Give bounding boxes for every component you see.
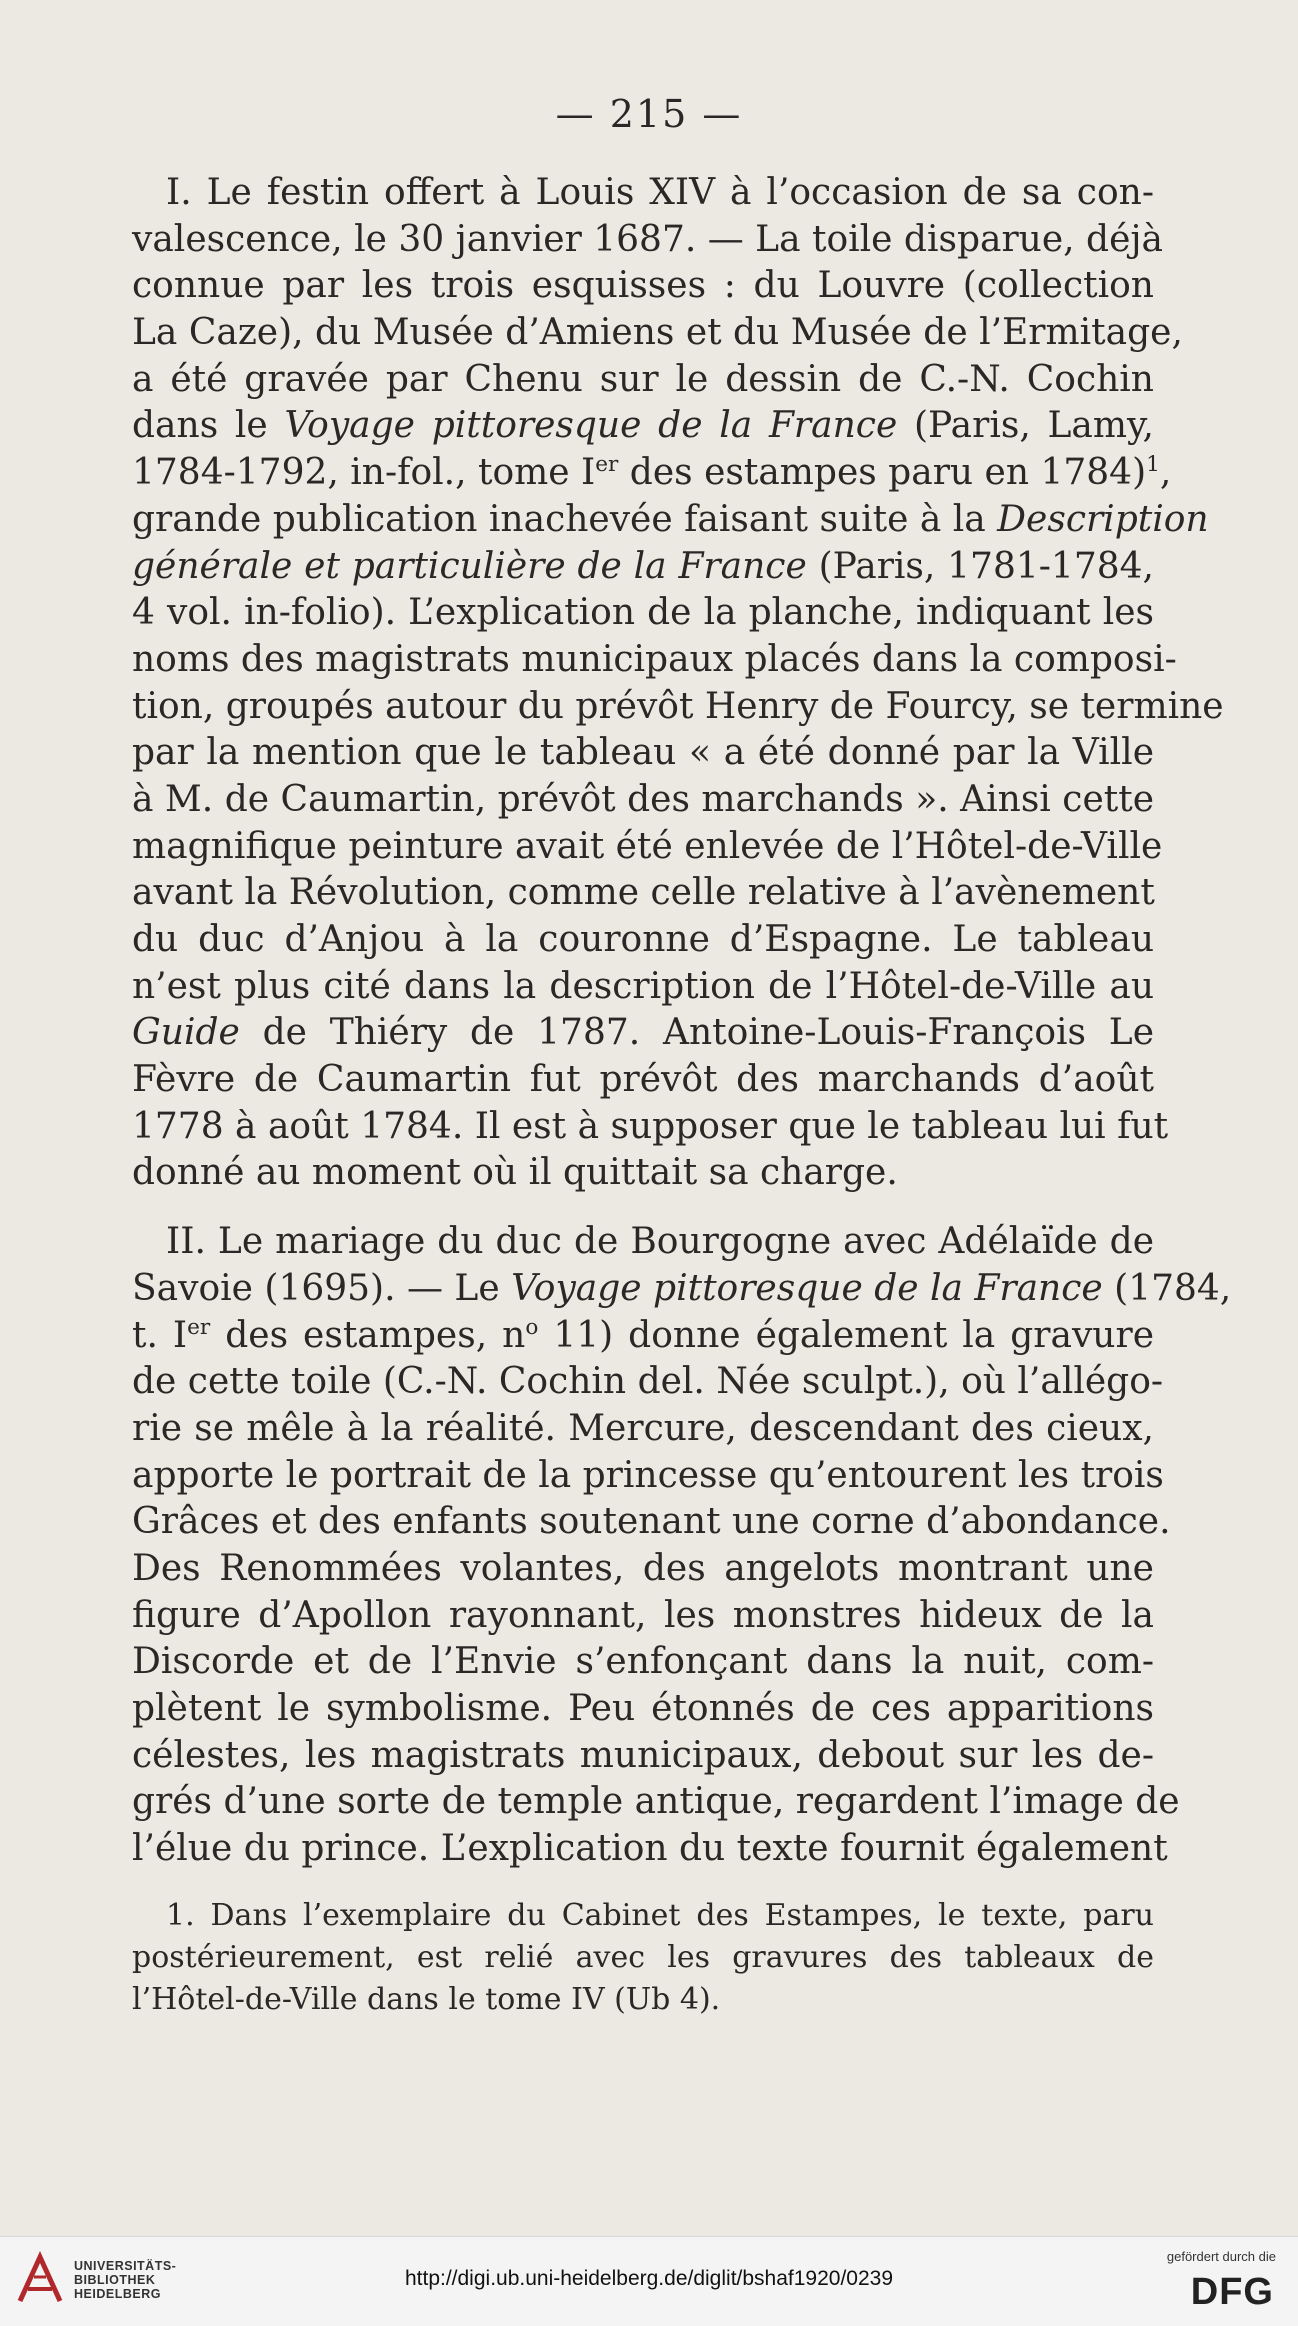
footnote-line: postérieurement, est relié avec les gravures des tableaux de	[132, 1940, 1154, 1975]
text-line: 1778 à août 1784. Il est à supposer que le tableau lui fut	[132, 1105, 1169, 1147]
book-title: Guide	[132, 1012, 240, 1054]
text-line: II. Le mariage du duc de Bourgogne avec Adélaïde de	[166, 1221, 1154, 1263]
text-line: par la mention que le tableau « a été donné par la Ville	[132, 732, 1154, 774]
text-line: apporte le portrait de la princesse qu’entourent les trois	[132, 1454, 1164, 1496]
text-line: l’élue du prince. L’explication du texte fournit également	[132, 1828, 1168, 1870]
superscript: er	[595, 452, 619, 478]
text-line: de cette toile (C.-N. Cochin del. Née sculpt.), où l’allégo-	[132, 1361, 1164, 1403]
text-line: noms des magistrats municipaux placés dans la composi-	[132, 638, 1177, 680]
footnotes	[132, 1895, 1154, 2021]
text-line: I. Le festin offert à Louis XIV à l’occasion de sa con-	[166, 172, 1154, 213]
text-run: grande publication inachevée faisant suite à la	[132, 498, 998, 540]
text-run: t. I	[132, 1314, 188, 1356]
library-name-line: HEIDELBERG	[74, 2287, 161, 2301]
text-line: Discorde et de l’Envie s’enfonçant dans la nuit, com-	[132, 1641, 1154, 1683]
text-line	[132, 1266, 1232, 1313]
text-line	[132, 1313, 1154, 1360]
body-text	[132, 170, 1232, 1873]
book-title: Voyage pittoresque de la France	[284, 405, 898, 447]
text-line: Fèvre de Caumartin fut prévôt des marchands d’août	[132, 1059, 1154, 1101]
paragraph-gap	[132, 1197, 1154, 1219]
text-line: 4 vol. in-folio). L’explication de la planche, indiquant les	[132, 592, 1154, 634]
text-line: n’est plus cité dans la description de l’Hôtel-de-Ville au	[132, 965, 1154, 1007]
text-line: Grâces et des enfants soutenant une corne d’abondance.	[132, 1501, 1171, 1543]
book-title: Description	[997, 498, 1209, 540]
text-line: rie se mêle à la réalité. Mercure, descendant des cieux,	[132, 1407, 1154, 1449]
text-line: du duc d’Anjou à la couronne d’Espagne. Le tableau	[132, 919, 1154, 960]
text-line: valescence, le 30 janvier 1687. — La toile disparue, déjà	[132, 218, 1164, 260]
text-run: dans le	[132, 405, 285, 447]
text-run: (Paris, 1781-1784,	[806, 545, 1154, 587]
text-run: Savoie (1695). — Le	[132, 1267, 512, 1309]
text-line: La Caze), du Musée d’Amiens et du Musée de l’Ermitage,	[132, 312, 1183, 354]
text-line: connue par les trois esquisses : du Louvre (collection	[132, 265, 1154, 307]
text-run: des estampes paru en 1784)	[618, 452, 1147, 494]
text-run: 11) donne également la gravure	[538, 1314, 1154, 1356]
text-run: de Thiéry de 1787. Antoine-Louis-François Le	[239, 1012, 1154, 1054]
text-line	[132, 544, 1154, 591]
text-line: tion, groupés autour du prévôt Henry de Fourcy, se termine	[132, 685, 1224, 727]
permalink-url[interactable]: http://digi.ub.uni-heidelberg.de/diglit/bshaf1920/0239	[404, 2267, 894, 2290]
viewer-footer	[0, 2236, 1298, 2326]
footnote-line: l’Hôtel-de-Ville dans le tome IV (Ub 4).	[132, 1982, 721, 2017]
text-line: plètent le symbolisme. Peu étonnés de ces apparitions	[132, 1688, 1154, 1729]
text-line: magnifique peinture avait été enlevée de l’Hôtel-de-Ville	[132, 825, 1163, 867]
text-line: avant la Révolution, comme celle relative à l’avènement	[132, 872, 1155, 914]
text-line	[132, 1010, 1154, 1057]
text-line: Des Renommées volantes, des angelots montrant une	[132, 1547, 1154, 1589]
text-line	[132, 403, 1154, 450]
superscript: er	[187, 1314, 211, 1340]
text-line: figure d’Apollon rayonnant, les monstres hideux de la	[132, 1594, 1154, 1636]
text-run: ,	[1159, 452, 1172, 494]
superscript: o	[525, 1314, 539, 1340]
page-number: — 215 —	[555, 92, 743, 136]
text-run: des estampes, n	[210, 1314, 526, 1356]
footnote-line: 1. Dans l’exemplaire du Cabinet des Estampes, le texte, paru	[166, 1898, 1154, 1933]
text-run: (1784,	[1102, 1267, 1232, 1309]
text-line: a été gravée par Chenu sur le dessin de C.-N. Cochin	[132, 358, 1154, 400]
book-title: générale et particulière de la France	[132, 545, 807, 587]
text-line: grés d’une sorte de temple antique, regardent l’image de	[132, 1781, 1180, 1823]
text-line: donné au moment où il quittait sa charge.	[132, 1152, 898, 1194]
footnote-ref: 1	[1146, 452, 1160, 478]
book-title: Voyage pittoresque de la France	[511, 1267, 1103, 1309]
dfg-logo: DFG	[1190, 2271, 1274, 2313]
library-name-line: BIBLIOTHEK	[74, 2273, 156, 2287]
text-line	[132, 497, 1209, 544]
library-name-line: UNIVERSITÄTS-	[74, 2259, 177, 2273]
funding-caption: gefördert durch die	[1166, 2249, 1276, 2264]
text-line	[132, 450, 1172, 497]
text-run: (Paris, Lamy,	[897, 405, 1155, 447]
text-line: célestes, les magistrats municipaux, debout sur les de-	[132, 1734, 1154, 1776]
text-line: à M. de Caumartin, prévôt des marchands ». Ainsi cette	[132, 778, 1154, 820]
text-run: 1784-1792, in-fol., tome I	[132, 452, 596, 494]
